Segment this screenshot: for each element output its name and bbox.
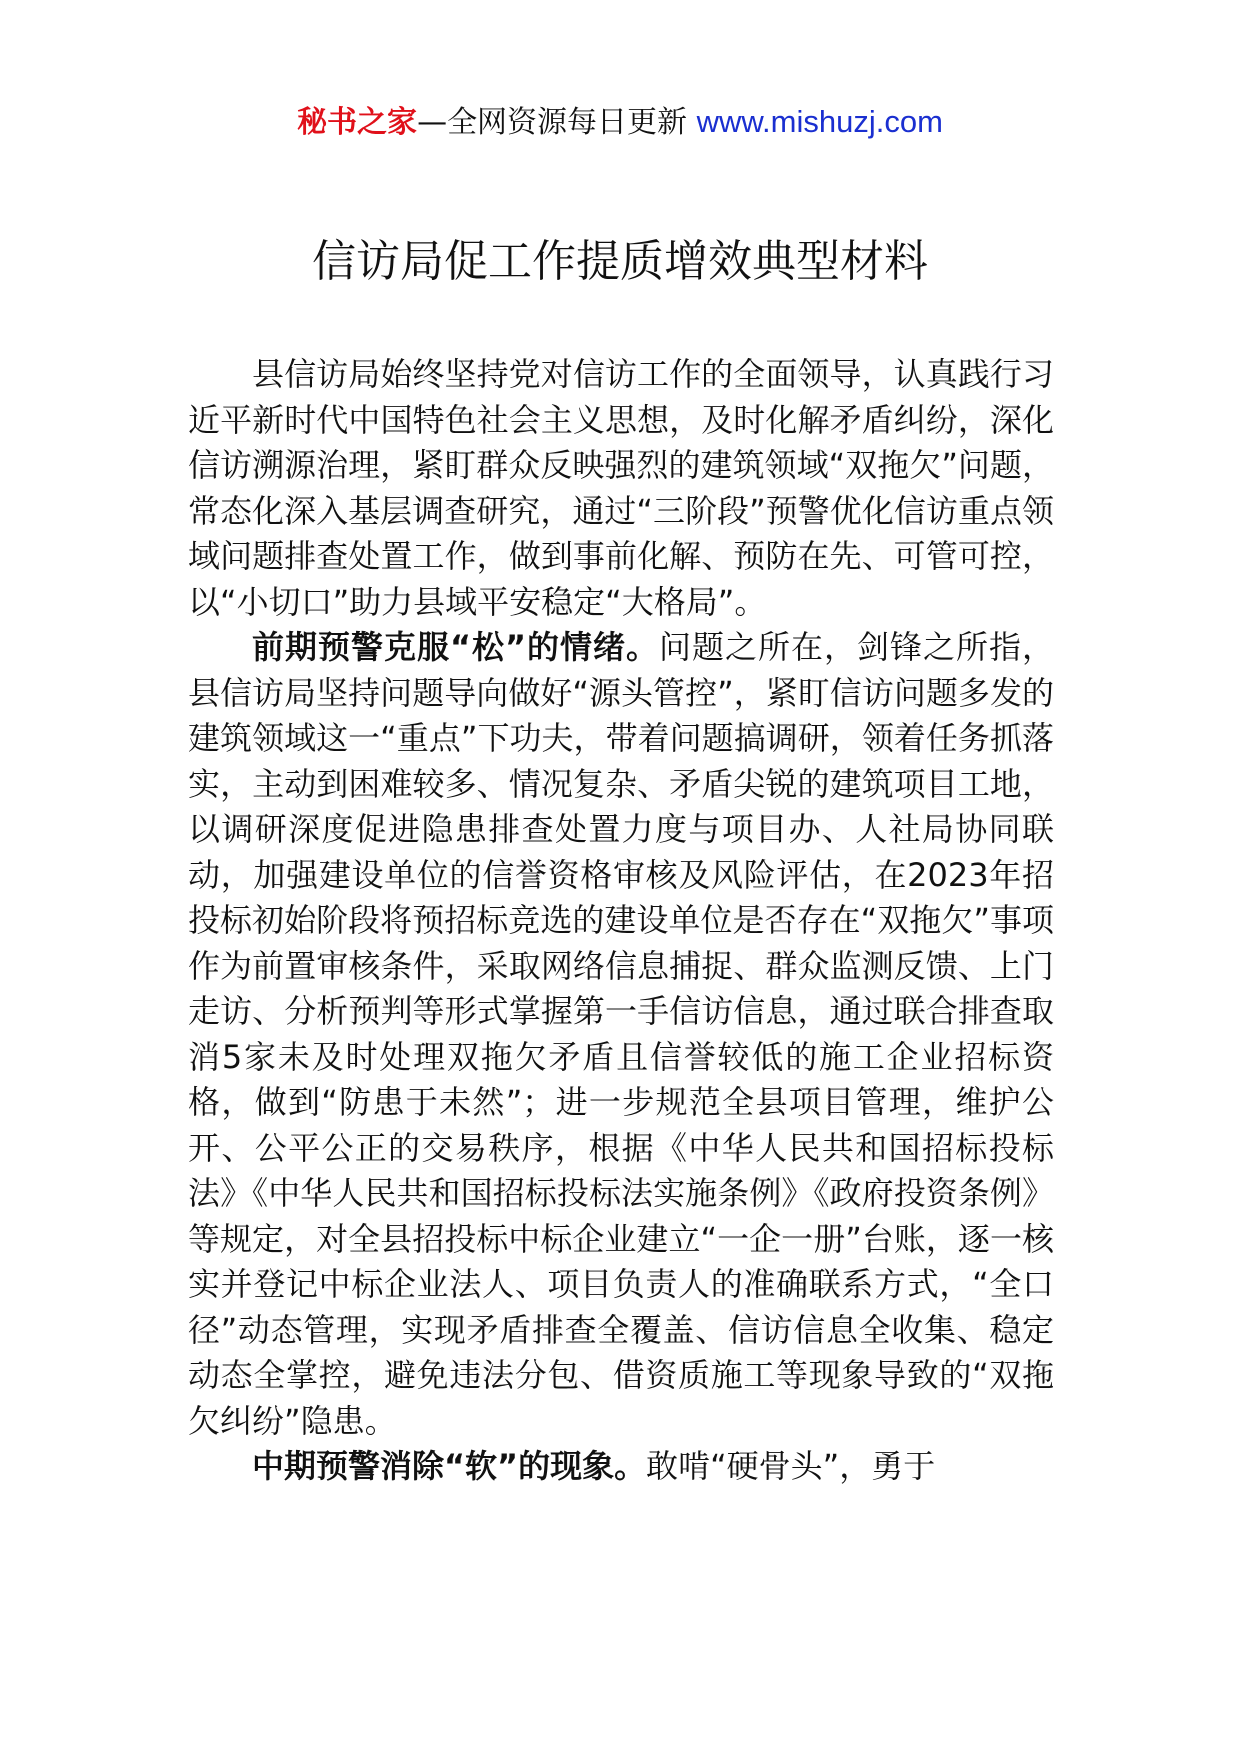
paragraph-early-warning [188, 625, 1054, 1444]
paragraph-text: 县信访局始终坚持党对信访工作的全面领导，认真践行习近平新时代中国特色社会主义思想，及时化解矛盾纠纷，深化信访溯源治理，紧盯群众反映强烈的建筑领域“双拖欠”问题，常态化深入基层调查研究，通过“三阶段”预警优化信访重点领域问题排查处置工作，做到事前化解、预防在先、可管可控，以“小切口”助力县域平安稳定“大格局”。 [188, 355, 1054, 621]
site-banner [0, 100, 1240, 145]
brand-name: 秘书之家 [297, 105, 418, 140]
site-url-link[interactable]: www.mishuzj.com [696, 104, 943, 139]
document-body [188, 352, 1054, 1490]
paragraph-mid-warning [188, 1444, 1054, 1490]
paragraph-lead: 前期预警克服“松”的情绪。 [252, 628, 660, 666]
paragraph-text: 敢啃“硬骨头”，勇于 [646, 1447, 936, 1485]
site-slogan: —全网资源每日更新 [417, 105, 688, 140]
paragraph-lead: 中期预警消除“软”的现象。 [252, 1447, 647, 1485]
document-title: 信访局促工作提质增效典型材料 [312, 236, 928, 287]
paragraph-intro [188, 352, 1054, 625]
paragraph-text: 问题之所在，剑锋之所指，县信访局坚持问题导向做好“源头管控”，紧盯信访问题多发的建筑领域这一“重点”下功夫，带着问题搞调研，领着任务抓落实，主动到困难较多、情况复杂、矛盾尖锐的建筑项目工地，以调研深度促进隐患排查处置力度与项目办、人社局协同联动，加强建设单位的信誉资格审核及风险评估，在2023年招投标初始阶段将预招标竞选的建设单位是否存在“双拖欠”事项作为前置审核条件，采取网络信息捕捉、群众监测反馈、上门走访、分析预判等形式掌握第一手信访信息，通过联合排查取消5家未及时处理双拖欠矛盾且信誉较低的施工企业招标资格，做到“防患于未然”；进一步规范全县项目管理，维护公开、公平公正的交易秩序，根据《中华人民共和国招标投标法》《中华人民共和国招标投标法实施条例》《政府投资条例》等规定，对全县招投标中标企业建立“一企一册”台账，逐一核实并登记中标企业法人、项目负责人的准确联系方式，“全口径”动态管理，实现矛盾排查全覆盖、信访信息全收集、稳定动态全掌控，避免违法分包、借资质施工等现象导致的“双拖欠纠纷”隐患。 [188, 628, 1054, 1440]
